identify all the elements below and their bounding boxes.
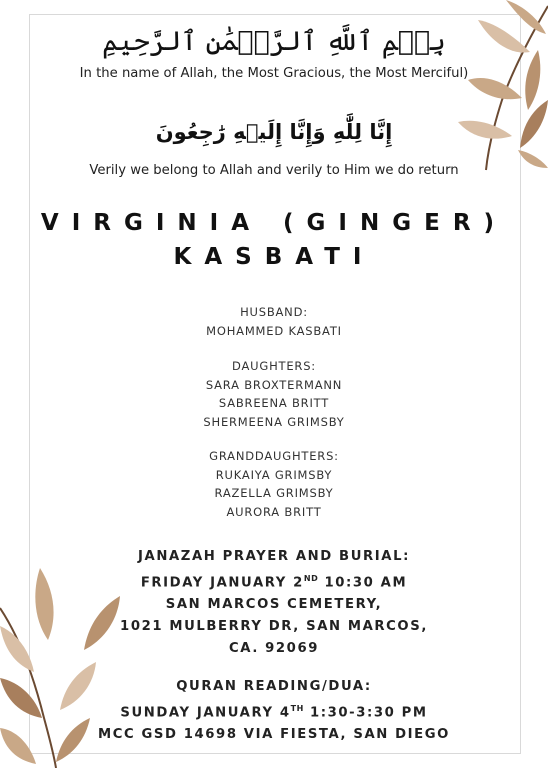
janazah-address-line1: 1021 MULBERRY DR, SAN MARCOS, xyxy=(120,619,428,635)
granddaughter-name: RUKAIYA GRIMSBY xyxy=(215,467,333,482)
quran-date: SUNDAY JANUARY 4 xyxy=(120,705,291,721)
husband-section xyxy=(0,303,548,340)
basmala-arabic: بِسۡمِ ٱللَّهِ ٱلرَّحۡمَٰنِ ٱلرَّحِيمِ xyxy=(102,26,446,57)
janazah-address-line2: CA. 92069 xyxy=(228,641,319,657)
verse-translation: Verily we belong to Allah and verily to Him we do return xyxy=(89,163,459,178)
daughter-name: SARA BROXTERMANN xyxy=(205,377,343,392)
quran-date-suffix: TH xyxy=(290,704,304,713)
daughters-section xyxy=(0,357,548,431)
granddaughters-section xyxy=(0,447,548,521)
janazah-section xyxy=(0,546,548,660)
husband-label: HUSBAND: xyxy=(240,305,308,319)
daughter-name: SABREENA BRITT xyxy=(218,396,330,410)
janazah-location: SAN MARCOS CEMETERY, xyxy=(165,597,383,613)
quran-section xyxy=(0,676,548,746)
quran-time: 1:30-3:30 PM xyxy=(309,705,428,721)
deceased-name-line1: VIRGINIA (GINGER) xyxy=(40,210,508,236)
janazah-time: 10:30 AM xyxy=(324,575,408,591)
janazah-title: JANAZAH PRAYER AND BURIAL: xyxy=(138,549,410,564)
quran-datetime xyxy=(0,698,548,724)
deceased-name-line2: KASBATI xyxy=(173,244,375,270)
husband-name: MOHAMMED KASBATI xyxy=(206,323,342,338)
granddaughters-label: GRANDDAUGHTERS: xyxy=(209,449,339,463)
daughter-name: SHERMEENA GRIMSBY xyxy=(203,414,345,429)
verse-arabic: إِنَّا لِلَّٰهِ وَإِنَّا إِلَيۡهِ رَٰجِعُونَ xyxy=(155,120,393,144)
granddaughter-name: RAZELLA GRIMSBY xyxy=(214,486,334,500)
janazah-date: FRIDAY JANUARY 2 xyxy=(140,575,304,591)
granddaughter-name: AURORA BRITT xyxy=(226,504,322,519)
janazah-datetime xyxy=(0,568,548,594)
daughters-label: DAUGHTERS: xyxy=(232,359,316,373)
janazah-date-suffix: ND xyxy=(303,574,319,583)
quran-location: MCC GSD 14698 VIA FIESTA, SAN DIEGO xyxy=(98,727,450,743)
basmala-translation: In the name of Allah, the Most Gracious, the Most Merciful) xyxy=(79,66,469,81)
verse-calligraphy xyxy=(155,103,393,153)
quran-title: QURAN READING/DUA: xyxy=(176,679,372,694)
